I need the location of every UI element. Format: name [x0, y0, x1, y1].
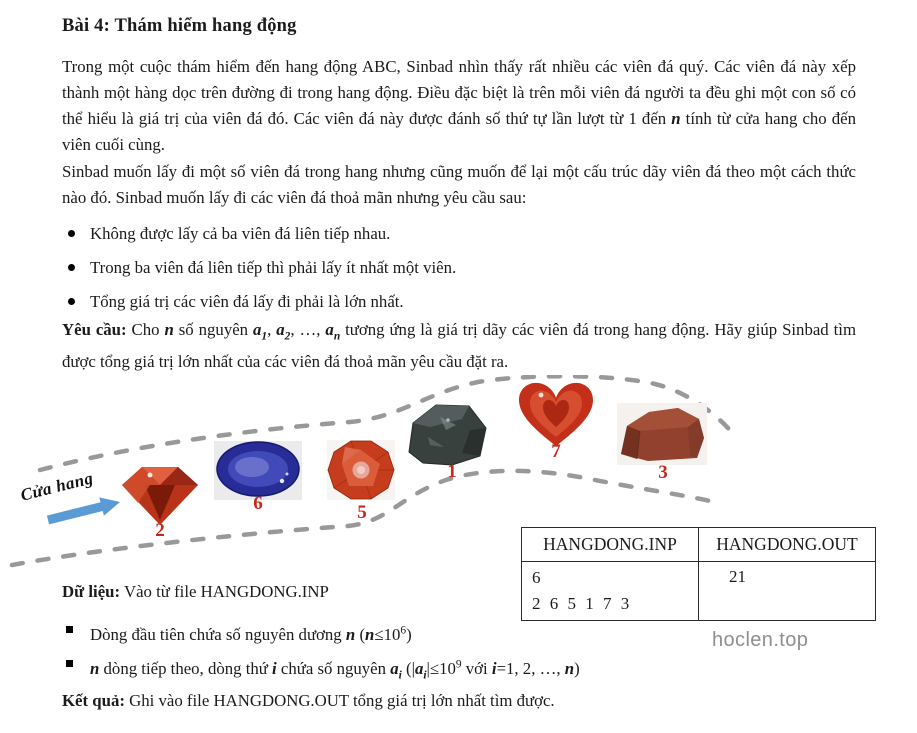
input-file-line: Dữ liệu: Vào từ file HANGDONG.INP [62, 582, 329, 601]
square-bullet-icon [66, 626, 73, 633]
gem-red-heart [519, 383, 593, 446]
table-header-row [522, 528, 876, 562]
paragraph-requirement: Yêu cầu: Cho n số nguyên $a_1$, $a_2$, …, $a_n$ tương ứng là giá trị dãy các viên đá trong hang động. Hãy giúp Sinbad tìm được tổng giá trị lớn nhất của các viên đá thoả mãn yêu cầu đặt ra. [62, 320, 857, 372]
input-spec-item [62, 651, 580, 688]
example-io-table [521, 527, 876, 621]
output-file-header: HANGDONG.OUT [699, 528, 876, 562]
input-spec-text: Dòng đầu tiên chứa số nguyên dương n $(n\le 10^6)$ [90, 624, 412, 644]
problem-title: Bài 4: Thám hiểm hang động [62, 16, 297, 36]
watermark: hoclen.top [712, 629, 809, 651]
input-line: 6 [532, 568, 541, 587]
gem-red-diamond [122, 467, 198, 525]
entrance-label: Cửa hang [18, 468, 96, 505]
gem-red-round [327, 440, 395, 500]
rule-text: Không được lấy cả ba viên đá liên tiếp nhau. [90, 224, 391, 243]
rule-text: Tổng giá trị các viên đá lấy đi phải là lớn nhất. [90, 292, 404, 311]
gem-value-label: 5 [357, 502, 367, 523]
entrance-arrow-icon [47, 497, 120, 524]
output-file-line: Kết quả: Ghi vào file HANGDONG.OUT tổng giá trị lớn nhất tìm được. [62, 691, 555, 710]
rule-item [62, 255, 842, 281]
gem-brown-rock [617, 403, 707, 465]
paragraph-goal: Sinbad muốn lấy đi một số viên đá trong hang nhưng cũng muốn để lại một cấu trúc dãy viên đá theo một cách thức nào đó. Sinbad muốn lấy đi các viên đá thoả mãn nhưng yêu cầu sau: [62, 162, 856, 207]
gem-value-label: 3 [658, 462, 668, 483]
paragraph-intro: Trong một cuộc thám hiểm đến hang động ABC, Sinbad nhìn thấy rất nhiều các viên đá quý. Các viên đá này xếp thành một hàng dọc trên đường đi trong hang động. Điều đặc biệt là trên mỗi viên đá người ta đều ghi một con số có thể hiểu là giá trị của viên đá đó. Các viên đá này được đánh số thứ tự lần lượt từ 1 đến n tính từ cửa hang cho đến viên cuối cùng. [62, 57, 856, 154]
gem-value-label: 2 [155, 520, 165, 541]
bullet-dot-icon [68, 298, 75, 305]
example-output-cell: 21 [699, 562, 876, 621]
gem-value-label: 7 [551, 441, 561, 462]
gem-blue-oval [214, 441, 302, 500]
bullet-dot-icon [68, 230, 75, 237]
input-spec-text: n dòng tiếp theo, dòng thứ i chứa số nguyên $a_i$ ($|a_i|\le 10^9$ với i=1, 2, …, n) [90, 658, 580, 681]
square-bullet-icon [66, 660, 73, 667]
gem-gray-rock [409, 405, 486, 465]
input-spec-item [62, 617, 412, 648]
rule-item [62, 289, 842, 315]
rule-item [62, 221, 842, 247]
gem-value-label: 6 [253, 493, 263, 514]
example-input-cell [522, 562, 699, 621]
rules-list [62, 221, 842, 323]
rule-text: Trong ba viên đá liên tiếp thì phải lấy ít nhất một viên. [90, 258, 457, 277]
table-data-row [522, 562, 876, 621]
input-file-header: HANGDONG.INP [522, 528, 699, 562]
input-line: 2 6 5 1 7 3 [532, 594, 630, 613]
gem-value-label: 1 [447, 461, 457, 482]
bullet-dot-icon [68, 264, 75, 271]
